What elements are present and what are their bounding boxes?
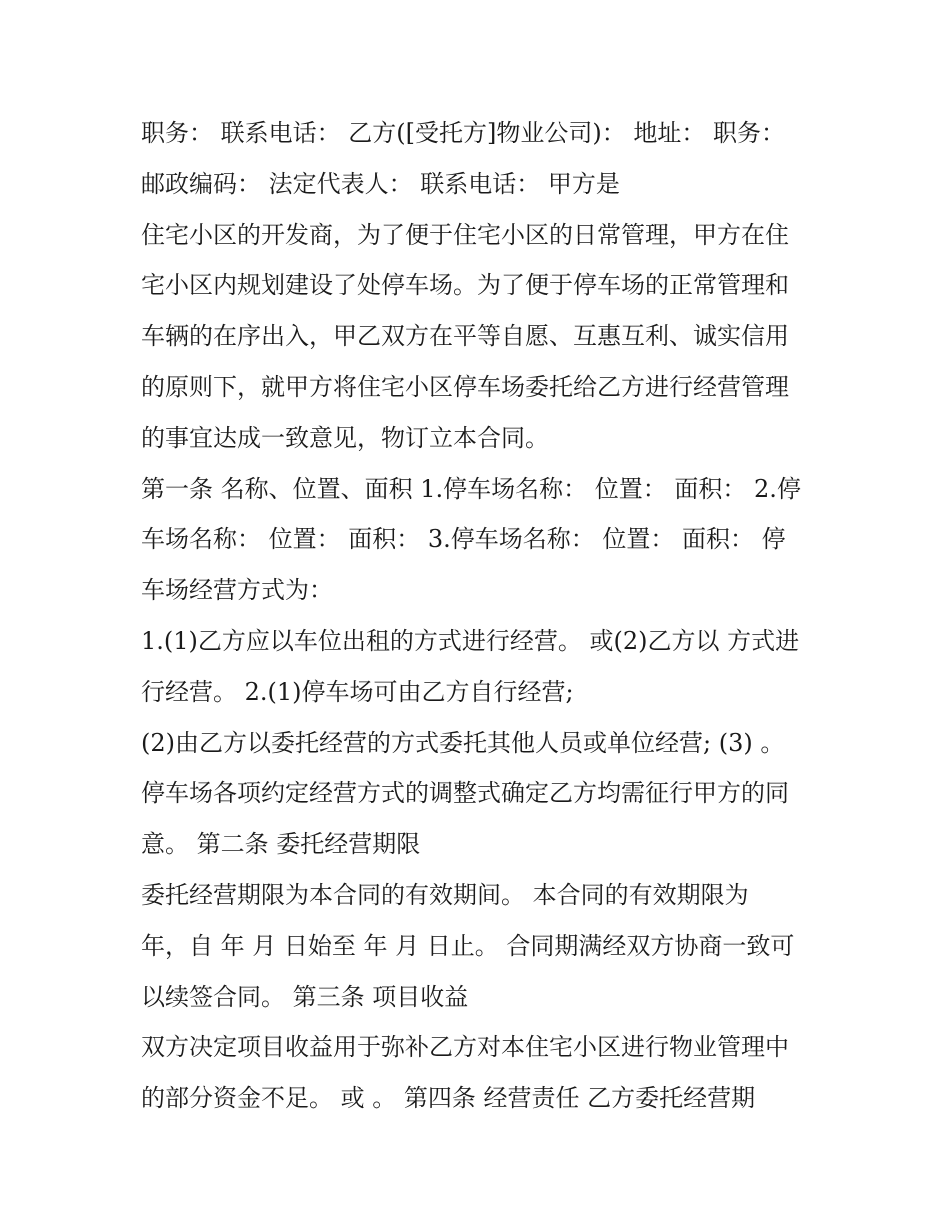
text-line: 年，自 年 月 日始至 年 月 日止。 合同期满经双方协商一致可	[141, 931, 795, 960]
section-heading-line: 的部分资金不足。 或 。 第四条 经营责任 乙方委托经营期	[141, 1084, 756, 1113]
section-heading-line: 以续签合同。 第三条 项目收益	[141, 982, 469, 1011]
text-line: 1.(1)乙方应以车位出租的方式进行经营。 或(2)乙方以 方式进	[141, 626, 800, 655]
text-line: 邮政编码： 法定代表人： 联系电话： 甲方是	[141, 169, 620, 198]
text-line: 双方决定项目收益用于弥补乙方对本住宅小区进行物业管理中	[141, 1033, 789, 1062]
text-line: 的原则下，就甲方将住宅小区停车场委托给乙方进行经营管理	[141, 372, 789, 401]
text-line: 车场经营方式为：	[141, 576, 333, 605]
text-line: 车场名称： 位置： 面积： 3.停车场名称： 位置： 面积： 停	[141, 525, 786, 554]
text-line: (2)由乙方以委托经营的方式委托其他人员或单位经营; (3) 。	[141, 728, 785, 757]
text-line: 委托经营期限为本合同的有效期间。 本合同的有效期限为	[141, 880, 749, 909]
text-line: 停车场各项约定经营方式的调整式确定乙方均需征行甲方的同	[141, 779, 789, 808]
text-line: 住宅小区的开发商，为了便于住宅小区的日常管理，甲方在住	[141, 220, 789, 249]
text-line: 的事宜达成一致意见，物订立本合同。	[141, 423, 549, 452]
text-line: 职务： 联系电话： 乙方([受托方]物业公司)： 地址： 职务：	[141, 119, 785, 147]
text-line: 车辆的在序出入，甲乙双方在平等自愿、互惠互利、诚实信用	[141, 322, 789, 351]
text-line: 行经营。 2.(1)停车场可由乙方自行经营;	[141, 677, 574, 706]
contract-body	[141, 108, 821, 1124]
section-heading-line: 第一条 名称、位置、面积 1.停车场名称： 位置： 面积： 2.停	[141, 474, 801, 503]
section-heading-line: 意。 第二条 委托经营期限	[141, 830, 421, 859]
text-line: 宅小区内规划建设了处停车场。为了便于停车场的正常管理和	[141, 271, 789, 300]
